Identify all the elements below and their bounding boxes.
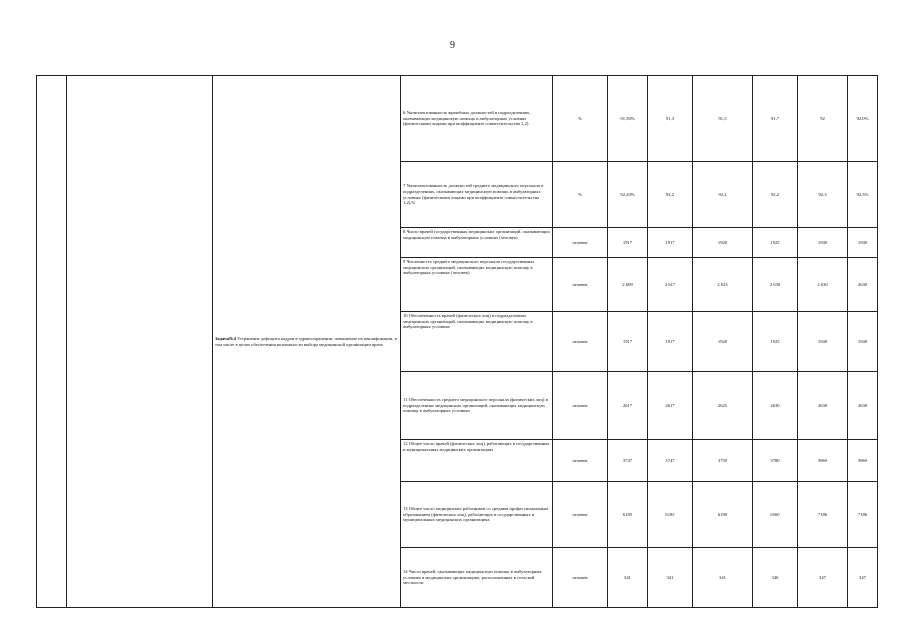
indicator-cell: 7 Укомплектованность должностей среднего медицинского персонала в подразделениях, оказывающих медицинскую помощь в амбулаторных условиях (физическими лицами при коэффициенте совместительства 1,2),%: [401, 162, 553, 228]
value-cell: 1940: [798, 228, 848, 258]
value-cell: 1917: [608, 312, 648, 372]
value-cell: 2630: [848, 258, 878, 312]
value-cell: 6190: [693, 482, 753, 548]
value-cell: 3747: [648, 440, 693, 482]
value-cell: 92,3%: [848, 162, 878, 228]
value-cell: 3780: [753, 440, 798, 482]
unit-cell: %: [553, 76, 608, 162]
unit-cell: человек: [553, 312, 608, 372]
indicator-cell: 14 Число врачей, оказывающих медицинскую помощь в амбулаторных условиях в медицинских организациях, расположенных в сельской местности: [401, 548, 553, 608]
value-cell: 6185: [648, 482, 693, 548]
value-cell: 3869: [798, 440, 848, 482]
indicator-cell: 13 Общее число медицинских работников со средним профессиональным образованием (физических лиц), работающих в государственных и муниципальных медицинских организациях: [401, 482, 553, 548]
value-cell: 2 630: [753, 258, 798, 312]
value-cell: 92,0%: [848, 76, 878, 162]
task-cell: [213, 76, 401, 608]
value-cell: 92,2: [693, 162, 753, 228]
value-cell: 341: [608, 548, 648, 608]
unit-cell: человек: [553, 228, 608, 258]
unit-cell: человек: [553, 258, 608, 312]
task-label: Задача№4: [215, 335, 236, 341]
indicator-cell: 9 Численность среднего медицинского персонала государственных медицинских организаций, оказывающих медицинскую помощь в амбулаторных условиях (человек): [401, 258, 553, 312]
value-cell: 3750: [693, 440, 753, 482]
unit-cell: человек: [553, 482, 608, 548]
value-cell: 341: [648, 548, 693, 608]
value-cell: 1940: [848, 228, 878, 258]
value-cell: 2 630: [798, 258, 848, 312]
value-cell: 2 617: [648, 258, 693, 312]
value-cell: 2 625: [693, 258, 753, 312]
value-cell: 3869: [848, 440, 878, 482]
unit-cell: человек: [553, 440, 608, 482]
indicator-cell: 6 Укомплектованность врачебных должностей в подразделениях, оказывающих медицинскую помощь в амбулаторных условиях (физическими лицами при коэффициенте совместительства 1,2): [401, 76, 553, 162]
value-cell: 91,30%: [608, 76, 648, 162]
value-cell: 1920: [693, 312, 753, 372]
indicator-cell: 12 Общее число врачей (физических лиц), работающих в государственных и муниципальных медицинских организациях: [401, 440, 553, 482]
value-cell: 92,2: [648, 162, 693, 228]
value-cell: 6185: [608, 482, 648, 548]
value-cell: 1925: [753, 312, 798, 372]
value-cell: 1925: [753, 228, 798, 258]
value-cell: 347: [848, 548, 878, 608]
value-cell: 2630: [798, 372, 848, 440]
value-cell: 2630: [848, 372, 878, 440]
value-cell: 1940: [798, 312, 848, 372]
value-cell: 1940: [848, 312, 878, 372]
value-cell: 1917: [648, 312, 693, 372]
value-cell: 6500: [753, 482, 798, 548]
indicators-table: [36, 75, 878, 608]
unit-cell: человек: [553, 548, 608, 608]
value-cell: 92,2: [753, 162, 798, 228]
value-cell: 1917: [648, 228, 693, 258]
value-cell: 1920: [693, 228, 753, 258]
empty-cell-name: [67, 76, 213, 608]
empty-cell-number: [37, 76, 67, 608]
value-cell: 92: [798, 76, 848, 162]
value-cell: 2625: [693, 372, 753, 440]
value-cell: 347: [798, 548, 848, 608]
value-cell: 92,3: [798, 162, 848, 228]
task-text: Устранение дефицита кадров в здравоохранении, повышение их квалификации, в том числе в целях обеспечения возможности выбора медицинской организации врача: [215, 335, 397, 347]
value-cell: 2630: [753, 372, 798, 440]
value-cell: 2617: [608, 372, 648, 440]
value-cell: 2 609: [608, 258, 648, 312]
table-row: [37, 76, 878, 162]
value-cell: 346: [753, 548, 798, 608]
indicator-cell: 10 Обеспеченность врачей (физических лиц) в подразделениях медицинских организаций, оказывающих медицинскую помощь в амбулаторных условиях: [401, 312, 553, 372]
unit-cell: %: [553, 162, 608, 228]
value-cell: 91,7: [753, 76, 798, 162]
unit-cell: человек: [553, 372, 608, 440]
indicator-cell: 8 Число врачей государственных медицинских организаций, оказывающих медицинскую помощь в амбулаторных условиях (человек): [401, 228, 553, 258]
page-number: 9: [450, 40, 455, 51]
value-cell: 7186: [798, 482, 848, 548]
value-cell: 91,5: [693, 76, 753, 162]
value-cell: 92,20%: [608, 162, 648, 228]
indicator-cell: 11 Обеспеченность среднего медицинского персонала (физических лиц) в подразделениях медицинских организаций, оказывающих медицинскую помощь в амбулаторных условиях: [401, 372, 553, 440]
value-cell: 341: [693, 548, 753, 608]
value-cell: 7186: [848, 482, 878, 548]
value-cell: 2617: [648, 372, 693, 440]
value-cell: 91,3: [648, 76, 693, 162]
value-cell: 1917: [608, 228, 648, 258]
value-cell: 3747: [608, 440, 648, 482]
